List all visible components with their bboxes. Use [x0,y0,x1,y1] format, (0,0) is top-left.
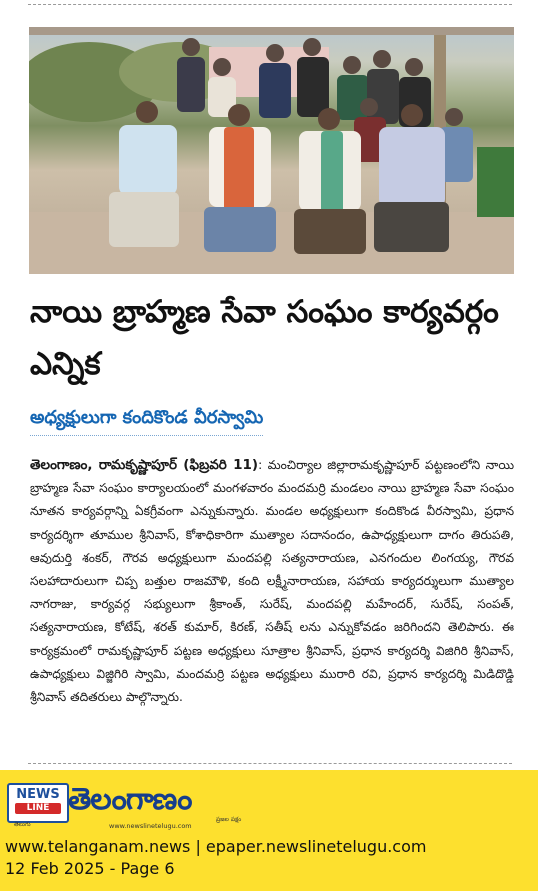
article-dateline: తెలంగాణం, రామకృష్ణాపూర్ (ఫిబ్రవరి 11) [30,457,259,473]
newsline-logo-sub: తెలుగు [14,821,31,828]
logo-url: www.newslinetelugu.com [109,822,192,830]
newsline-logo-text: NEWS [16,787,60,802]
telanganam-logo: తెలంగాణం [68,782,192,817]
newsline-logo [7,783,69,823]
bottom-divider [28,763,512,764]
article-body: మంచిర్యాల జిల్లారామకృష్ణాపూర్ పట్టణంలోని నాయి బ్రాహ్మణ సేవా సంఘం కార్యాలయంలో మంగళవారం మందమర్రి మండలం నాయి బ్రాహ్మణ సేవా సంఘం నూతన కార్యవర్గాన్ని ఏకగ్రీవంగా ఎన్నుకున్నారు. మండల అధ్యక్షులుగా కందికొండ వీరస్వామి, ప్రధాన కార్యదర్శిగా తూముల శ్రీనివాస్, కోశాధికారిగా ముత్యాల సదానందం, ఉపాధ్యక్షులుగా దాగం తిరుపతి, ఆవుదుర్తి శంకర్, గౌరవ అధ్యక్షులుగా మందపల్లి సత్యనారాయణ, ఎనగందుల లింగయ్య, గౌరవ సలహాదారులుగా చిప్ప బత్తుల రాజమౌళి, కంది లక్ష్మీనారాయణ, సహాయ కార్యదర్శులుగా ముత్యాల నాగరాజు, కార్యవర్గ సభ్యులుగా శ్రీకాంత్, సురేష్, మందపల్లి మహేందర్, సురేష్, సంపత్, సత్యనారాయణ, కోటేష్, శరత్ కుమార్, కిరణ్, సతీష్ లను ఎన్నుకోవడం జరిగిందని తెలిపారు. ఈ కార్యక్రమంలో రామకృష్ణాపూర్ పట్టణ అధ్యక్షులు సూత్రాల శ్రీనివాస్, ప్రధాన కార్యదర్శి విజిగిరి శ్రీనివాస్, ఉపాధ్యక్షులు విజ్జిగిరి స్వామి, మందమర్రి పట్టణ అధ్యక్షులు మురారి రవి, ప్రధాన కార్యదర్శి మిడిదొడ్డి శ్రీనివాస్ తదితరులు పాల్గొన్నారు. [30,458,514,705]
footer-bar [0,770,538,891]
top-divider [28,4,512,5]
news-photo [29,27,514,274]
article-headline: నాయి బ్రాహ్మణ సేవా సంఘం కార్యవర్గం ఎన్నిక [30,294,499,382]
footer-page-info: 12 Feb 2025 - Page 6 [5,859,175,878]
footer-links[interactable]: www.telanganam.news | epaper.newslinetelugu.com [5,837,427,856]
newsline-logo-line: LINE [15,803,61,814]
logo-tagline: ప్రజల పక్షం [216,816,242,823]
article-body-paragraph: తెలంగాణం, రామకృష్ణాపూర్ (ఫిబ్రవరి 11): మంచిర్యాల జిల్లారామకృష్ణాపూర్ పట్టణంలోని నాయి బ్రాహ్మణ సేవా సంఘం కార్యాలయంలో మంగళవారం మందమర్రి మండలం నాయి బ్రాహ్మణ సేవా సంఘం నూతన కార్యవర్గాన్ని ఏకగ్రీవంగా ఎన్నుకున్నారు. మండల అధ్యక్షులుగా కందికొండ వీరస్వామి, ప్రధాన కార్యదర్శిగా తూముల శ్రీనివాస్, కోశాధికారిగా ముత్యాల సదానందం, ఉపాధ్యక్షులుగా దాగం తిరుపతి, ఆవుదుర్తి శంకర్, గౌరవ అధ్యక్షులుగా మందపల్లి సత్యనారాయణ, ఎనగందుల లింగయ్య, గౌరవ సలహాదారులుగా చిప్ప బత్తుల రాజమౌళి, కంది లక్ష్మీనారాయణ, సహాయ కార్యదర్శులుగా ముత్యాల నాగరాజు, కార్యవర్గ సభ్యులుగా శ్రీకాంత్, సురేష్, మందపల్లి మహేందర్, సురేష్, సంపత్, సత్యనారాయణ, కోటేష్, శరత్ కుమార్, కిరణ్, సతీష్ లను ఎన్నుకోవడం జరిగిందని తెలిపారు. ఈ కార్యక్రమంలో రామకృష్ణాపూర్ పట్టణ అధ్యక్షులు సూత్రాల శ్రీనివాస్, ప్రధాన కార్యదర్శి విజిగిరి శ్రీనివాస్, ఉపాధ్యక్షులు విజ్జిగిరి స్వామి, మందమర్రి పట్టణ అధ్యక్షులు మురారి రవి, ప్రధాన కార్యదర్శి మిడిదొడ్డి శ్రీనివాస్ తదితరులు పాల్గొన్నారు. [30,457,514,705]
article-subheadline: అధ్యక్షులుగా కందికొండ వీరస్వామి [30,407,263,436]
